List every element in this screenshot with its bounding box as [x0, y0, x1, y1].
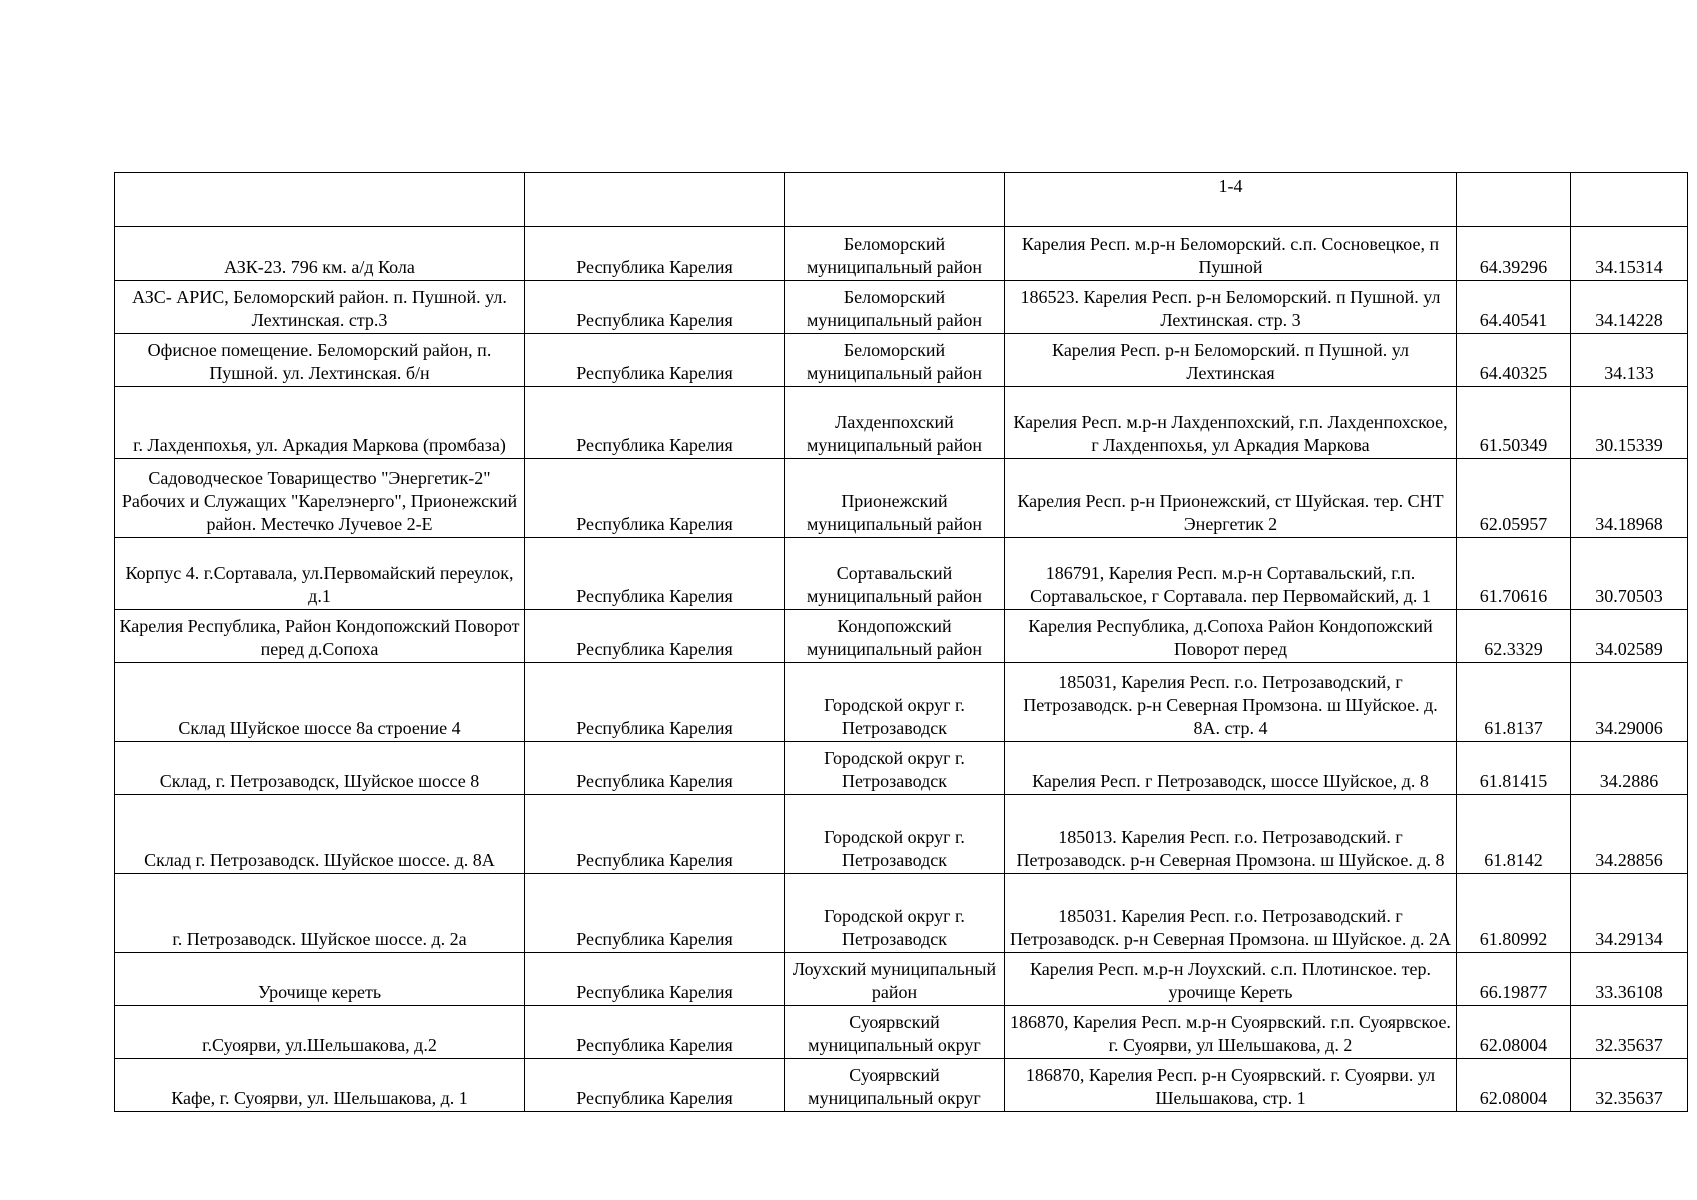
cell-region: Республика Карелия: [525, 795, 785, 874]
cell-address: Карелия Респ. р-н Беломорский. п Пушной. ул Лехтинская: [1005, 334, 1457, 387]
cell-latitude: 64.39296: [1457, 227, 1571, 281]
cell-longitude: 34.02589: [1571, 610, 1688, 663]
cell-address: Карелия Республика, д.Сопоха Район Кондопожский Поворот перед: [1005, 610, 1457, 663]
cell-address: 185031, Карелия Респ. г.о. Петрозаводский, г Петрозаводск. р-н Северная Промзона. ш Шуйское. д. 8А. стр. 4: [1005, 663, 1457, 742]
cell-address: 186791, Карелия Респ. м.р-н Сортавальский, г.п. Сортавальское, г Сортавала. пер Первомайский, д. 1: [1005, 538, 1457, 610]
cell-region: Республика Карелия: [525, 663, 785, 742]
cell-latitude: 61.50349: [1457, 387, 1571, 459]
cell-longitude: [1571, 173, 1688, 227]
cell-object-name: Офисное помещение. Беломорский район, п. Пушной. ул. Лехтинская. б/н: [115, 334, 525, 387]
cell-municipality: Беломорский муниципальный район: [785, 334, 1005, 387]
cell-object-name: АЗК-23. 796 км. а/д Кола: [115, 227, 525, 281]
cell-municipality: Беломорский муниципальный район: [785, 227, 1005, 281]
cell-municipality: Суоярвский муниципальный округ: [785, 1006, 1005, 1059]
cell-latitude: 61.8142: [1457, 795, 1571, 874]
cell-object-name: Корпус 4. г.Сортавала, ул.Первомайский переулок, д.1: [115, 538, 525, 610]
cell-address: Карелия Респ. м.р-н Лоухский. с.п. Плотинское. тер. урочище Кереть: [1005, 953, 1457, 1006]
table-row-continuation: [115, 173, 1688, 227]
cell-longitude: 33.36108: [1571, 953, 1688, 1006]
cell-region: Республика Карелия: [525, 610, 785, 663]
table-row: [115, 334, 1688, 387]
cell-municipality: Лахденпохский муниципальный район: [785, 387, 1005, 459]
cell-address: 185031. Карелия Респ. г.о. Петрозаводский. г Петрозаводск. р-н Северная Промзона. ш Шуйское. д. 2А: [1005, 874, 1457, 953]
cell-address: 186870, Карелия Респ. м.р-н Суоярвский. г.п. Суоярвское. г. Суоярви, ул Шельшакова, д. 2: [1005, 1006, 1457, 1059]
data-table: [114, 172, 1688, 1112]
cell-address: 185013. Карелия Респ. г.о. Петрозаводский. г Петрозаводск. р-н Северная Промзона. ш Шуйское. д. 8: [1005, 795, 1457, 874]
cell-longitude: 32.35637: [1571, 1006, 1688, 1059]
table-row: [115, 1006, 1688, 1059]
cell-municipality: Лоухский муниципальный район: [785, 953, 1005, 1006]
cell-object-name: г.Суоярви, ул.Шельшакова, д.2: [115, 1006, 525, 1059]
table-row: [115, 1059, 1688, 1112]
cell-longitude: 34.29134: [1571, 874, 1688, 953]
cell-region: Республика Карелия: [525, 334, 785, 387]
cell-object-name: Карелия Республика, Район Кондопожский Поворот перед д.Сопоха: [115, 610, 525, 663]
cell-object-name: Склад г. Петрозаводск. Шуйское шоссе. д. 8А: [115, 795, 525, 874]
cell-municipality: Городской округ г. Петрозаводск: [785, 874, 1005, 953]
cell-object-name: Садоводческое Товарищество "Энергетик-2" Рабочих и Служащих "Карелэнерго", Прионежский район. Местечко Лучевое 2-Е: [115, 459, 525, 538]
cell-latitude: 61.8137: [1457, 663, 1571, 742]
cell-latitude: [1457, 173, 1571, 227]
cell-longitude: 34.15314: [1571, 227, 1688, 281]
table-row: [115, 610, 1688, 663]
cell-latitude: 62.08004: [1457, 1059, 1571, 1112]
cell-address: Карелия Респ. м.р-н Беломорский. с.п. Сосновецкое, п Пушной: [1005, 227, 1457, 281]
table-row: [115, 281, 1688, 334]
cell-longitude: 34.2886: [1571, 742, 1688, 795]
cell-latitude: 62.08004: [1457, 1006, 1571, 1059]
cell-address: Карелия Респ. р-н Прионежский, ст Шуйская. тер. СНТ Энергетик 2: [1005, 459, 1457, 538]
cell-object-name: [115, 173, 525, 227]
cell-address: 186523. Карелия Респ. р-н Беломорский. п Пушной. ул Лехтинская. стр. 3: [1005, 281, 1457, 334]
cell-longitude: 34.29006: [1571, 663, 1688, 742]
cell-latitude: 61.80992: [1457, 874, 1571, 953]
cell-municipality: Сортавальский муниципальный район: [785, 538, 1005, 610]
cell-latitude: 66.19877: [1457, 953, 1571, 1006]
table-row: [115, 742, 1688, 795]
cell-region: Республика Карелия: [525, 538, 785, 610]
cell-address: Карелия Респ. г Петрозаводск, шоссе Шуйское, д. 8: [1005, 742, 1457, 795]
cell-latitude: 62.3329: [1457, 610, 1571, 663]
cell-address: 1-4: [1005, 173, 1457, 227]
cell-object-name: Склад Шуйское шоссе 8а строение 4: [115, 663, 525, 742]
cell-latitude: 64.40325: [1457, 334, 1571, 387]
cell-region: Республика Карелия: [525, 227, 785, 281]
cell-longitude: 34.14228: [1571, 281, 1688, 334]
cell-latitude: 61.81415: [1457, 742, 1571, 795]
cell-municipality: [785, 173, 1005, 227]
cell-object-name: АЗС- АРИС, Беломорский район. п. Пушной. ул. Лехтинская. стр.3: [115, 281, 525, 334]
cell-longitude: 34.28856: [1571, 795, 1688, 874]
cell-municipality: Городской округ г. Петрозаводск: [785, 742, 1005, 795]
cell-object-name: Кафе, г. Суоярви, ул. Шельшакова, д. 1: [115, 1059, 525, 1112]
cell-region: Республика Карелия: [525, 1006, 785, 1059]
cell-municipality: Городской округ г. Петрозаводск: [785, 663, 1005, 742]
table-row: [115, 953, 1688, 1006]
cell-address: Карелия Респ. м.р-н Лахденпохский, г.п. Лахденпохское, г Лахденпохья, ул Аркадия Маркова: [1005, 387, 1457, 459]
table-body: [115, 173, 1688, 1112]
cell-object-name: г. Петрозаводск. Шуйское шоссе. д. 2а: [115, 874, 525, 953]
cell-region: Республика Карелия: [525, 953, 785, 1006]
cell-longitude: 34.18968: [1571, 459, 1688, 538]
cell-longitude: 34.133: [1571, 334, 1688, 387]
cell-latitude: 61.70616: [1457, 538, 1571, 610]
cell-latitude: 62.05957: [1457, 459, 1571, 538]
cell-longitude: 30.70503: [1571, 538, 1688, 610]
table-row: [115, 795, 1688, 874]
cell-longitude: 30.15339: [1571, 387, 1688, 459]
cell-municipality: Прионежский муниципальный район: [785, 459, 1005, 538]
table-row: [115, 663, 1688, 742]
cell-object-name: г. Лахденпохья, ул. Аркадия Маркова (промбаза): [115, 387, 525, 459]
cell-region: Республика Карелия: [525, 1059, 785, 1112]
cell-region: Республика Карелия: [525, 742, 785, 795]
cell-address: 186870, Карелия Респ. р-н Суоярвский. г. Суоярви. ул Шельшакова, стр. 1: [1005, 1059, 1457, 1112]
table-row: [115, 538, 1688, 610]
cell-object-name: Урочище кереть: [115, 953, 525, 1006]
cell-region: Республика Карелия: [525, 387, 785, 459]
table-row: [115, 874, 1688, 953]
cell-latitude: 64.40541: [1457, 281, 1571, 334]
table-row: [115, 387, 1688, 459]
cell-region: Республика Карелия: [525, 281, 785, 334]
cell-region: Республика Карелия: [525, 874, 785, 953]
cell-municipality: Городской округ г. Петрозаводск: [785, 795, 1005, 874]
table-row: [115, 459, 1688, 538]
cell-region: Республика Карелия: [525, 459, 785, 538]
cell-object-name: Склад, г. Петрозаводск, Шуйское шоссе 8: [115, 742, 525, 795]
cell-longitude: 32.35637: [1571, 1059, 1688, 1112]
table-row: [115, 227, 1688, 281]
cell-municipality: Кондопожский муниципальный район: [785, 610, 1005, 663]
cell-municipality: Беломорский муниципальный район: [785, 281, 1005, 334]
cell-municipality: Суоярвский муниципальный округ: [785, 1059, 1005, 1112]
cell-region: [525, 173, 785, 227]
